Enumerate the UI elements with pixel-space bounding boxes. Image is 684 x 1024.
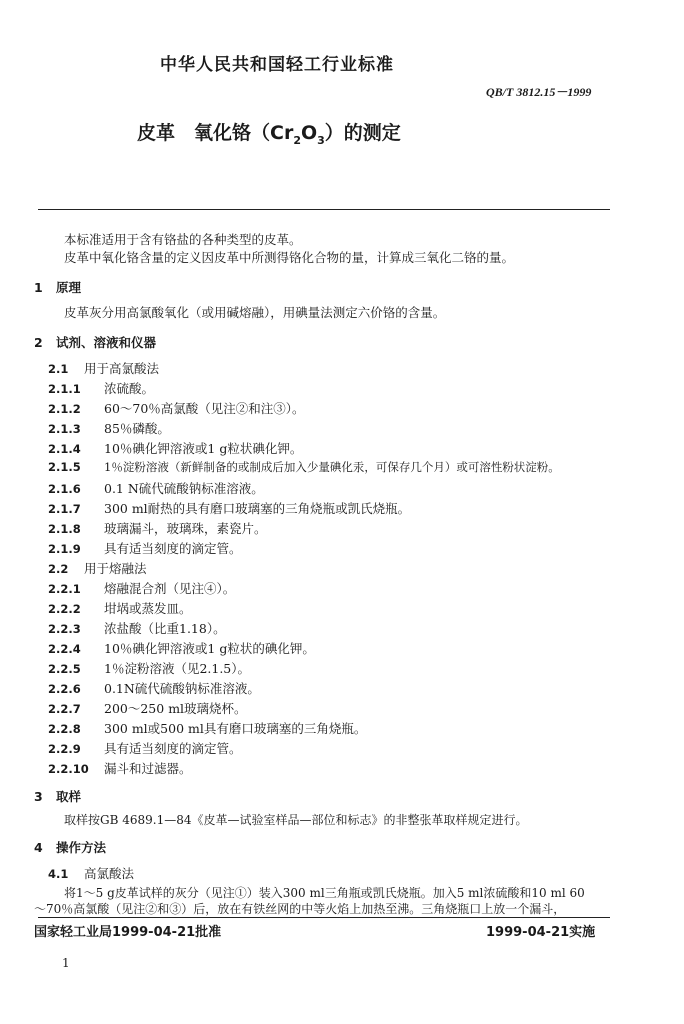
list-item: 2.1.8 玻璃漏斗，玻璃珠，素瓷片。 [48, 521, 267, 536]
approval-line: 国家轻工业局1999-04-21批准 [34, 925, 222, 940]
section-heading: 4 操作方法 [34, 840, 107, 855]
list-item: 2.2.8 300 ml或500 ml具有磨口玻璃塞的三角烧瓶。 [48, 721, 367, 736]
standard-code: QB/T 3812.15－1999 [486, 85, 592, 99]
list-item: 2.1.5 1％淀粉溶液（新鲜制备的或制成后加入少量碘化汞，可保存几个月）或可溶性粉状淀粉。 [48, 460, 560, 474]
list-item: 2.2.2 坩埚或蒸发皿。 [48, 601, 192, 616]
list-item: 2.2.5 1％淀粉溶液（见2.1.5）。 [48, 661, 251, 676]
list-item: 2.1.9 具有适当刻度的滴定管。 [48, 541, 242, 556]
section-heading: 2 试剂、溶液和仪器 [34, 335, 157, 350]
subsection-heading: 4.1 高氯酸法 [48, 866, 135, 881]
intro-paragraph: 皮革中氧化铬含量的定义因皮革中所测得铬化合物的量，计算成三氧化二铬的量。 [64, 250, 515, 265]
list-item: 2.2.3 浓盐酸（比重1.18）。 [48, 621, 226, 636]
list-item: 2.1.1 浓硫酸。 [48, 381, 155, 396]
list-item: 2.2.10 漏斗和过滤器。 [48, 761, 192, 776]
list-item: 2.1.6 0.1 N硫代硫酸钠标准溶液。 [48, 481, 264, 496]
section-heading: 1 原理 [34, 280, 82, 295]
section-paragraph: 取样按GB 4689.1—84《皮革—试验室样品—部位和标志》的非整张革取样规定进行。 [64, 813, 528, 827]
list-item: 2.2.1 熔融混合剂（见注④）。 [48, 581, 236, 596]
implementation-date: 1999-04-21实施 [486, 925, 596, 940]
list-item: 2.2.6 0.1N硫代硫酸钠标准溶液。 [48, 681, 260, 696]
list-item: 2.2.7 200～250 ml玻璃烧杯。 [48, 701, 247, 716]
section-heading: 3 取样 [34, 789, 82, 804]
page-number: 1 [62, 956, 70, 970]
section-paragraph: ～70％高氯酸（见注②和③）后，放在有铁丝网的中等火焰上加热至沸。三角烧瓶口上放一个漏斗， [34, 902, 566, 916]
list-item: 2.1.4 10％碘化钾溶液或1 g粒状碘化钾。 [48, 441, 303, 456]
document-title: 皮革 氧化铬$(Cr_2O_3)$的测定 [137, 122, 401, 147]
subsection-heading: 2.2 用于熔融法 [48, 561, 147, 576]
section-paragraph: 将1～5 g皮革试样的灰分（见注①）装入300 ml三角瓶或凯氏烧瓶。加入5 ml浓硫酸和10 ml 60 [64, 886, 585, 900]
list-item: 2.1.7 300 ml耐热的具有磨口玻璃塞的三角烧瓶或凯氏烧瓶。 [48, 501, 411, 516]
list-item: 2.1.2 60～70％高氯酸（见注②和注③）。 [48, 401, 305, 416]
intro-paragraph: 本标准适用于含有铬盐的各种类型的皮革。 [64, 232, 302, 247]
header-divider [38, 209, 610, 210]
list-item: 2.2.9 具有适当刻度的滴定管。 [48, 741, 242, 756]
list-item: 2.2.4 10％碘化钾溶液或1 g粒状的碘化钾。 [48, 641, 315, 656]
subsection-heading: 2.1 用于高氯酸法 [48, 361, 160, 376]
footer-divider [38, 917, 610, 918]
list-item: 2.1.3 85％磷酸。 [48, 421, 170, 436]
section-paragraph: 皮革灰分用高氯酸氧化（或用碱熔融），用碘量法测定六价铬的含量。 [64, 305, 446, 320]
issuing-organization: 中华人民共和国轻工行业标准 [160, 55, 394, 75]
